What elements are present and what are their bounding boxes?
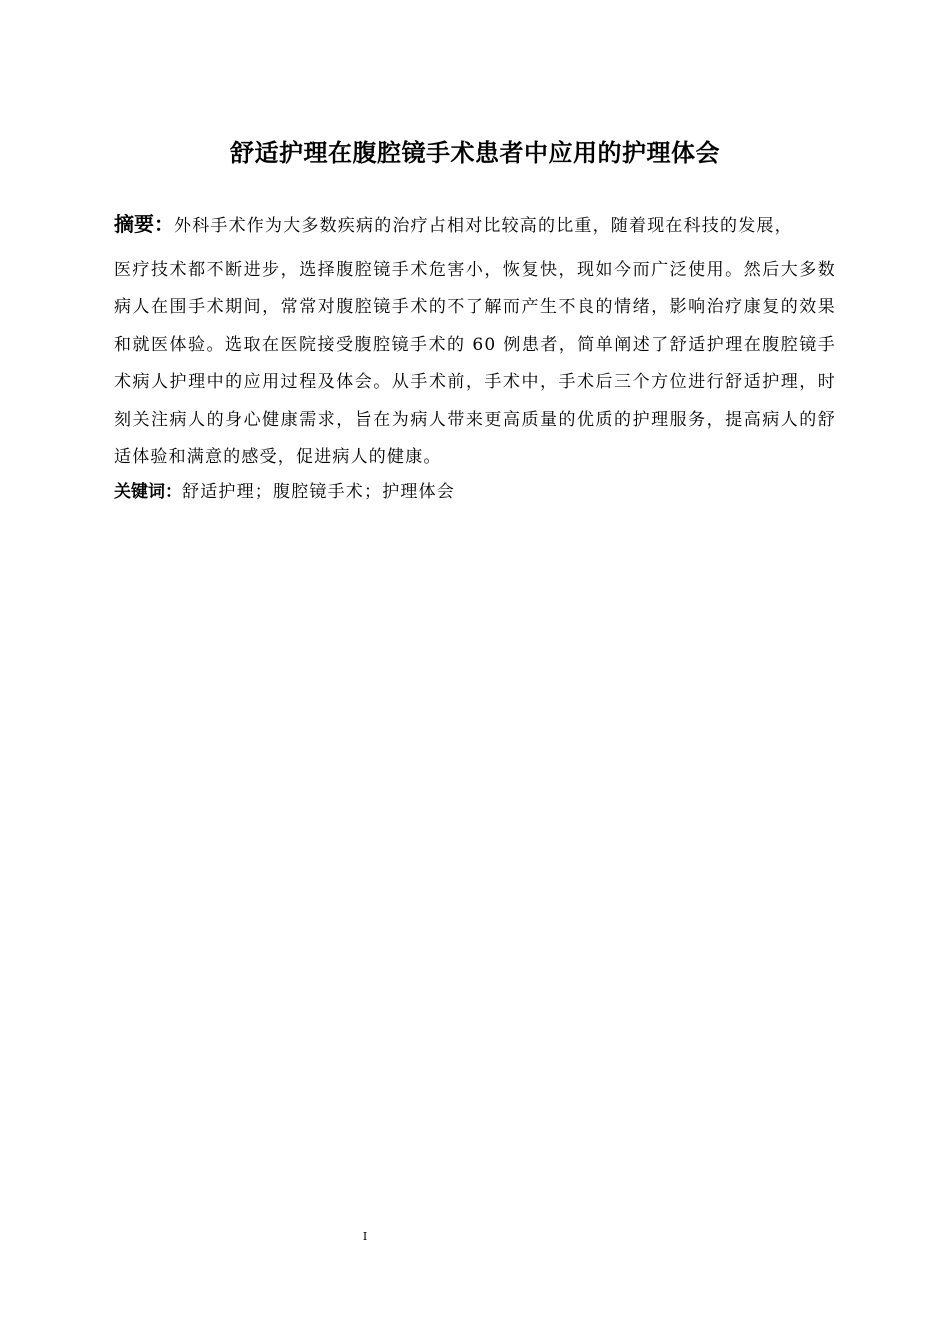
abstract-first-line [114, 206, 836, 246]
keywords-line [114, 477, 836, 507]
abstract-body-text: 医疗技术都不断进步，选择腹腔镜手术危害小，恢复快，现如今而广泛使用。然后大多数病人在围手术期间，常常对腹腔镜手术的不了解而产生不良的情绪，影响治疗康复的效果和就医体验。选取在医院接受腹腔镜手术的 60 例患者，简单阐述了舒适护理在腹腔镜手术病人护理中的应用过程及体会。从手术前，手术中，手术后三个方位进行舒适护理，时刻关注病人的身心健康需求，旨在为病人带来更高质量的优质的护理服务，提高病人的舒适体验和满意的感受，促进病人的健康。 [114, 259, 836, 467]
page-number: I [362, 1230, 368, 1243]
abstract-first-line-text: 外科手术作为大多数疾病的治疗占相对比较高的比重，随着现在科技的发展， [174, 216, 793, 236]
document-title: 舒适护理在腹腔镜手术患者中应用的护理体会 [230, 139, 720, 167]
keywords-text: 舒适护理；腹腔镜手术；护理体会 [182, 482, 455, 502]
abstract-label: 摘要： [114, 212, 174, 236]
abstract-paragraph [114, 206, 836, 477]
keywords-label: 关键词： [114, 482, 182, 502]
